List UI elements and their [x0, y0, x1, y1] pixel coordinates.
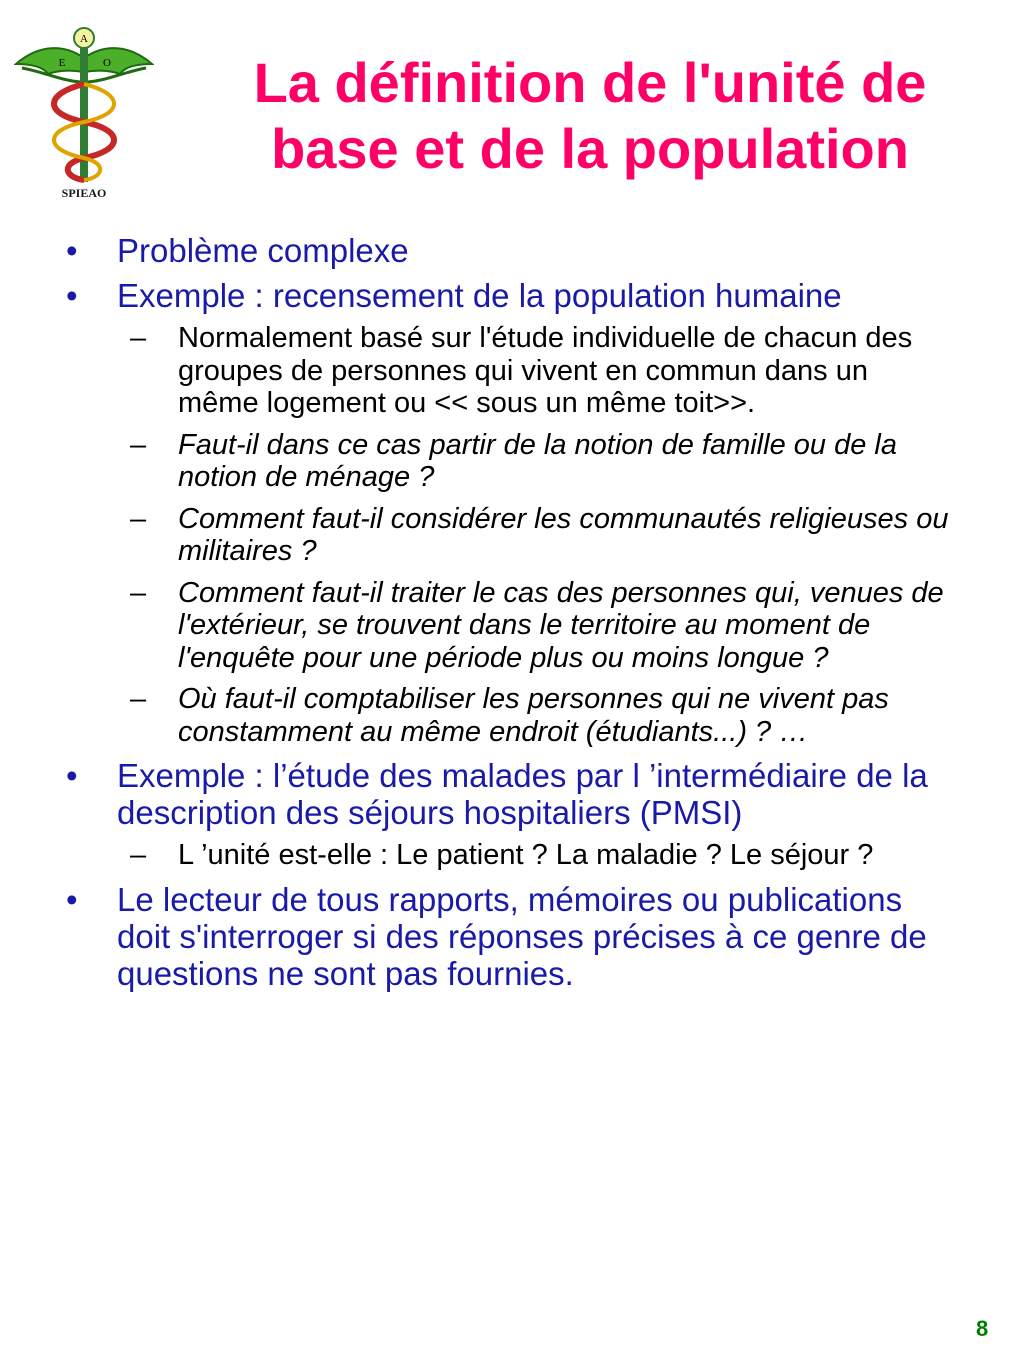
- slide-title: La définition de l'unité de base et de la population: [253, 51, 927, 180]
- sub-bullet-marker: –: [130, 839, 147, 871]
- bullet-item: [0, 881, 1024, 992]
- sub-bullet-text: Où faut-il comptabiliser les personnes qui ne vivent pas constamment au même endroit (étudiants...) ? …: [178, 683, 889, 748]
- bullet-item: [0, 277, 1024, 314]
- sub-bullet-item: [0, 503, 1024, 568]
- bullet-text: Le lecteur de tous rapports, mémoires ou publications doit s'interroger si des réponses précises à ce genre de questions ne sont pas fournies.: [117, 880, 927, 992]
- sub-bullet-marker: –: [130, 428, 147, 461]
- sub-bullet-item: [0, 322, 1024, 420]
- sub-bullet-text: Comment faut-il traiter le cas des personnes qui, venues de l'extérieur, se trouvent dans le territoire au moment de l'enquête pour une période plus ou moins longue ?: [178, 576, 944, 674]
- logo-caption: SPIEAO: [61, 186, 107, 200]
- bullet-marker: •: [66, 757, 78, 794]
- caduceus-icon: [14, 22, 154, 202]
- sub-bullet-marker: –: [130, 683, 147, 715]
- bullet-marker: •: [66, 880, 78, 918]
- spieao-logo: [14, 22, 154, 202]
- sub-bullet-marker: –: [130, 576, 147, 609]
- slide-body: [0, 232, 1024, 1000]
- sub-bullet-item: [0, 429, 1024, 494]
- logo-letter-e: E: [58, 57, 66, 69]
- bullet-item: [0, 757, 1024, 831]
- sub-bullet-marker: –: [130, 502, 147, 535]
- sub-bullet-text: Faut-il dans ce cas partir de la notion de famille ou de la notion de ménage ?: [178, 428, 897, 493]
- sub-bullet-marker: –: [130, 322, 147, 354]
- logo-letter-o: O: [103, 57, 111, 69]
- sub-bullet-text: L ’unité est-elle : Le patient ? La maladie ? Le séjour ?: [178, 839, 874, 871]
- bullet-text: Problème complexe: [117, 232, 409, 269]
- sub-bullet-item: [0, 839, 1024, 872]
- sub-bullet-item: [0, 577, 1024, 675]
- page-number: 8: [976, 1316, 989, 1341]
- bullet-text: Exemple : recensement de la population humaine: [117, 277, 842, 314]
- sub-bullet-text: Comment faut-il considérer les communautés religieuses ou militaires ?: [178, 502, 949, 567]
- bullet-marker: •: [66, 232, 78, 269]
- sub-bullet-text: Normalement basé sur l'étude individuelle de chacun des groupes de personnes qui vivent en commun dans un même logement ou << sous un même toit>>.: [178, 322, 913, 419]
- bullet-marker: •: [66, 277, 78, 314]
- bullet-item: [0, 232, 1024, 269]
- logo-letter-a: A: [80, 33, 88, 45]
- bullet-text: Exemple : l’étude des malades par l ’intermédiaire de la description des séjours hospitaliers (PMSI): [117, 757, 928, 831]
- sub-bullet-item: [0, 683, 1024, 748]
